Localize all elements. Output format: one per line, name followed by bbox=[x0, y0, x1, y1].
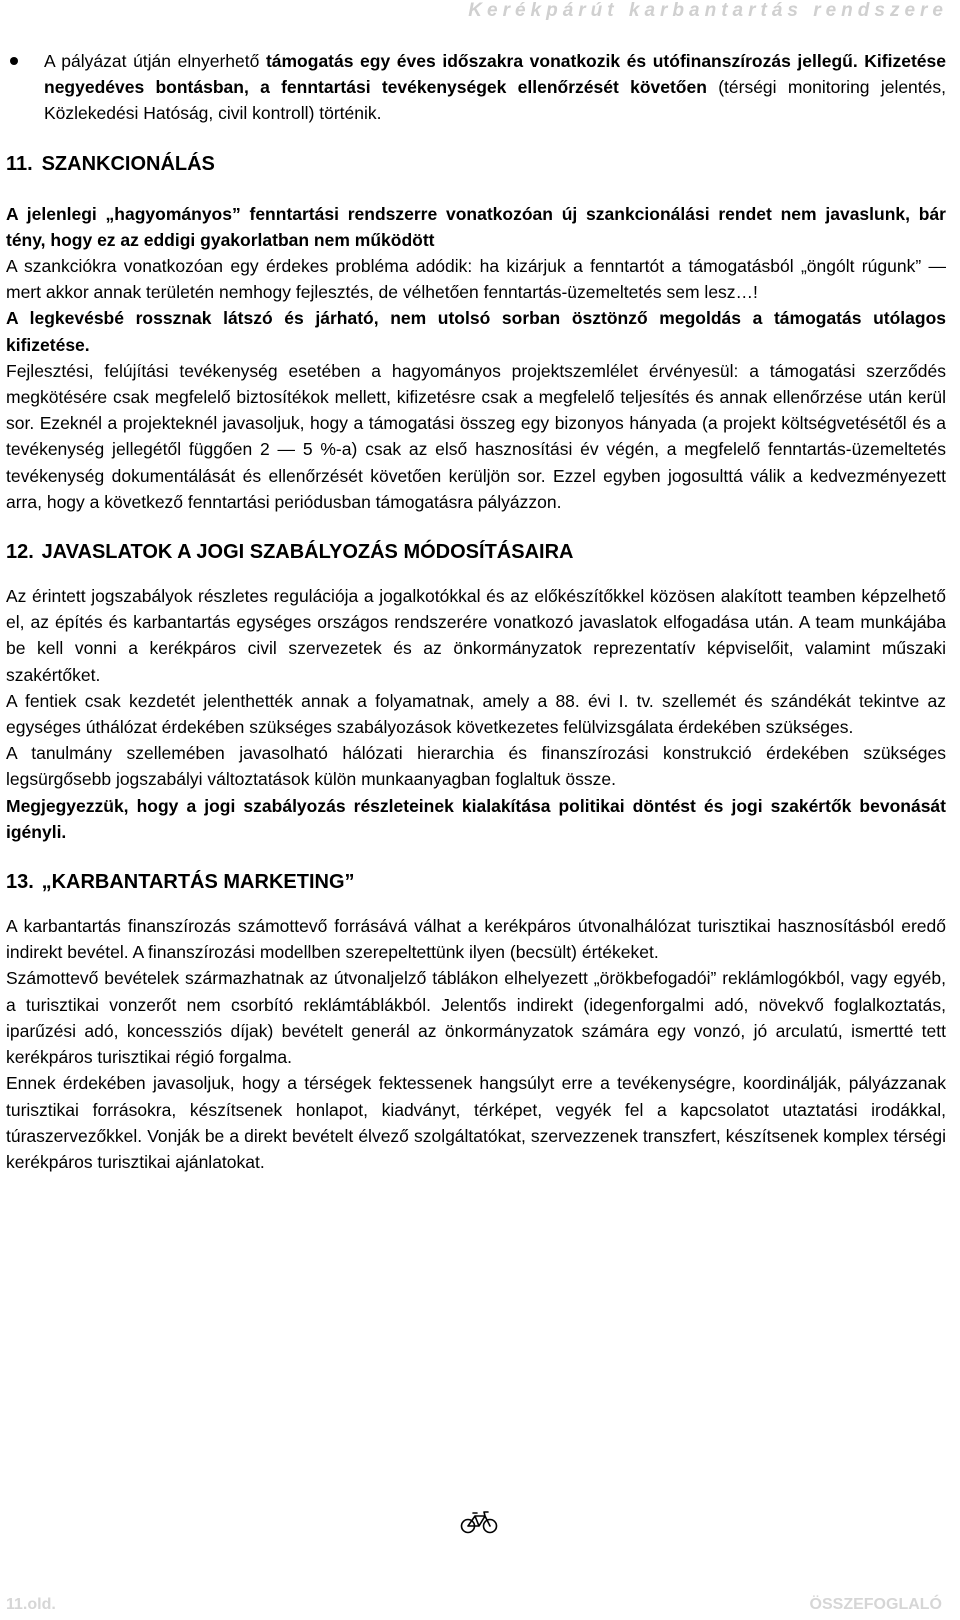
bullet-text-start: A pályázat útján elnyerhető bbox=[44, 51, 266, 71]
footer-page-number: 11.old. bbox=[6, 1596, 56, 1613]
section-number: 13. bbox=[6, 871, 34, 894]
paragraph: A szankciókra vonatkozóan egy érdekes probléma adódik: ha kizárjuk a fenntartót a támogatásból „öngólt rúgunk” — mert akkor annak területén nemhogy fejlesztés, de vélhetően fenntartás-üzemeltetés sem lesz…! bbox=[6, 256, 946, 303]
paragraph: Az érintett jogszabályok részletes regulációja a jogalkotókkal és az előkészítőkkel közösen alakított teamben képzelhető el, az építés és karbantartás egységes országos rendszerére vonatkozó javaslatok elfogadása után. A team munkájába be kell vonni a kerékpáros civil szervezetek és az önkormányzatok reprezentatív képviselőit, valamint műszaki szakértőket. bbox=[6, 586, 946, 685]
bullet-paragraph bbox=[44, 48, 946, 127]
section-title: SZANKCIONÁLÁS bbox=[41, 152, 215, 175]
section-number: 12. bbox=[6, 541, 34, 564]
section-title: „KARBANTARTÁS MARKETING” bbox=[41, 871, 355, 894]
section-12-heading bbox=[6, 539, 946, 565]
section-number: 11. bbox=[6, 152, 33, 175]
paragraph: A jelenlegi „hagyományos” fenntartási rendszerre vonatkozóan új szankcionálási rendet nem javaslunk, bár tény, hogy ez az eddigi gyakorlatban nem működött bbox=[6, 203, 946, 250]
bicycle-icon bbox=[460, 1510, 498, 1534]
paragraph: A legkevésbé rossznak látszó és járható, nem utolsó sorban ösztönző megoldás a támogatás utólagos kifizetése. bbox=[6, 308, 946, 355]
bullet-text-end: (térségi monitoring jelentés, Közlekedési Hatóság, civil kontroll) történik. bbox=[44, 77, 946, 124]
paragraph: Fejlesztési, felújítási tevékenység esetében a hagyományos projektszemlélet érvényesül: a támogatási szerződés megkötésére csak megfelelő biztosítékok mellett, kifizetésre csak a megfelelő teljesítés és annak ellenőrzése után kerül sor. Ezeknél a projekteknél javasoljuk, hogy a támogatási összeg egy bizonyos hányada (a projekt költségvetésétől és a tevékenység jellegétől függően 2 — 5 %-a) csak az első hasznosítási év végén, a megfelelő fenntartás-üzemeltetés tevékenység dokumentálását és ellenőrzését követően kerüljön sor. Ezzel egyben jogosulttá válik a kedvezményezett arra, hogy a következő fenntartási periódusban támogatásra pályázzon. bbox=[6, 360, 946, 512]
paragraph: Ennek érdekében javasoljuk, hogy a térségek fektessenek hangsúlyt erre a tevékenységre, koordinálják, pályázzanak turisztikai forrásokra, készítsenek honlapot, kiadványt, térképet, vegyék fel a kapcsolatot utaztatási irodákkal, túraszervezőkkel. Vonják be a direkt bevételt élvező szolgáltatókat, szervezzenek transzfert, készítsenek komplex térségi kerékpáros turisztikai ajánlatokat. bbox=[6, 1073, 946, 1172]
paragraph: A karbantartás finanszírozás számottevő forrásává válhat a kerékpáros útvonalhálózat turisztikai hasznosításból eredő indirekt bevétel. A finanszírozási modellben szerepeltettünk ilyen (becsült) értékeket. bbox=[6, 916, 946, 963]
section-13-heading bbox=[6, 869, 946, 895]
page-content bbox=[6, 48, 946, 1175]
section-title: JAVASLATOK A JOGI SZABÁLYOZÁS MÓDOSÍTÁSAIRA bbox=[41, 541, 574, 564]
bullet-icon bbox=[10, 57, 18, 65]
paragraph: A tanulmány szellemében javasolható hálózati hierarchia és finanszírozási konstrukció érdekében szükséges legsürgősebb jogszabályi változtatások külön munkaanyagban foglaltuk össze. bbox=[6, 743, 946, 790]
paragraph: Megjegyezzük, hogy a jogi szabályozás részleteinek kialakítása politikai döntést és jogi szakértők bevonását igényli. bbox=[6, 795, 946, 842]
bullet-text-bold: támogatás egy éves időszakra vonatkozik és utófinanszírozás jellegű. Kifizetése negyedéves bontásban, a fenntartási tevékenységek ellenőrzését követően bbox=[44, 51, 946, 98]
paragraph: Számottevő bevételek származhatnak az útvonaljelző táblákon elhelyezett „örökbefogadói” reklámlogókból, vagy egyéb, a turisztikai vonzerőt nem csorbító reklámtáblákból. Jelentős indirekt (idegenforgalmi adó, növekvő foglalkoztatás, iparűzési adó, koncessziós díjak) bevételt generál az önkormányzatok számára egy vonzó, jó arculatú, ismertté tett kerékpáros turisztikai régió forgalma. bbox=[6, 968, 946, 1068]
bullet-item bbox=[6, 48, 946, 127]
paragraph: A fentiek csak kezdetét jelenthették annak a folyamatnak, amely a 88. évi I. tv. szellemét és szándékát tekintve az egységes úthálózat érdekében szükséges szabályozások következetes felülvizsgálata érdekében szükséges. bbox=[6, 690, 946, 738]
running-header: Kerékpárút karbantartás rendszere bbox=[468, 0, 948, 21]
footer-section-label: ÖSSZEFOGLALÓ bbox=[809, 1596, 942, 1613]
section-11-heading bbox=[6, 151, 946, 177]
